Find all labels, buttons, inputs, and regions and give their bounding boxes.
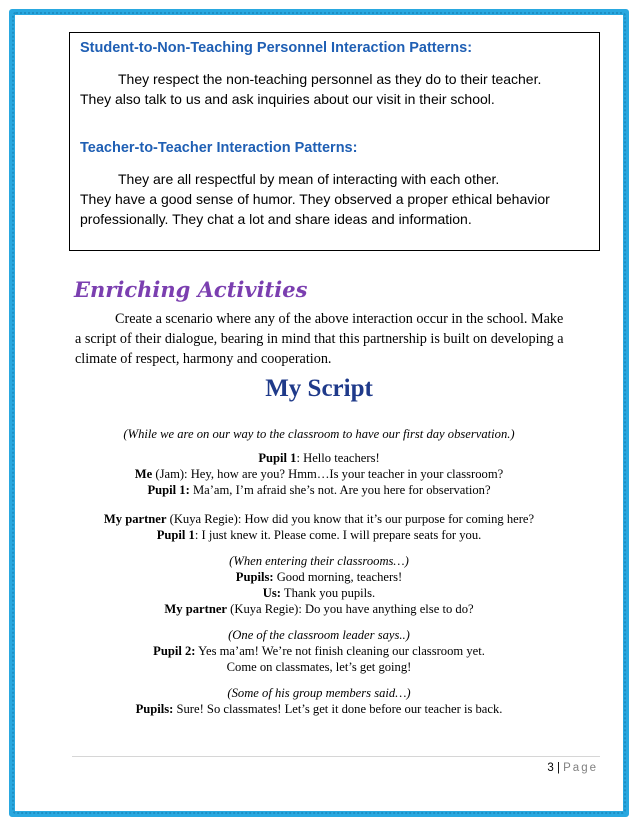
script-line: Us: Thank you pupils. (262, 586, 376, 600)
script-line: Pupil 2: Yes ma’am! We’re not finish cleaning our classroom yet. (153, 644, 485, 658)
script-direction-2: (When entering their classrooms…) (229, 554, 409, 568)
para-non-teaching-1: They respect the non-teaching personnel as they do to their teacher. (118, 71, 542, 87)
script-direction-3: (One of the classroom leader says..) (228, 628, 410, 642)
interaction-patterns-box (69, 32, 600, 251)
script-line: Pupils: Good morning, teachers! (235, 570, 403, 584)
script-line: My partner (Kuya Regie): How did you know that it’s our purpose for coming here? (103, 512, 535, 526)
footer-divider (72, 756, 600, 757)
enriching-text-body: Create a scenario where any of the above interaction occur in the school. Make a script of their dialogue, bearing in mind that this partnership is built on developing a climate of respect, harmony and cooperation. (75, 311, 564, 367)
para-teacher-1: They are all respectful by mean of interacting with each other. (118, 171, 500, 187)
script-line: Pupil 1: Hello teachers! (258, 451, 380, 465)
script-line: Me (Jam): Hey, how are you? Hmm…Is your teacher in your classroom? (134, 467, 504, 481)
script-line: Come on classmates, let’s get going! (226, 660, 412, 674)
para-teacher-3: professionally. They chat a lot and share ideas and information. (80, 211, 472, 227)
para-teacher-2: They have a good sense of humor. They observed a proper ethical behavior (80, 191, 550, 207)
script-line: Pupil 1: I just knew it. Please come. I will prepare seats for you. (156, 528, 482, 542)
heading-teacher-teacher: Teacher-to-Teacher Interaction Patterns: (80, 140, 358, 156)
para-non-teaching-2: They also talk to us and ask inquiries about our visit in their school. (80, 91, 495, 107)
script-line: Pupil 1: Ma’am, I’m afraid she’s not. Are you here for observation? (147, 483, 491, 497)
enriching-activities-text (75, 309, 573, 369)
enriching-activities-heading: Enriching Activities (74, 277, 308, 302)
script-direction-4: (Some of his group members said…) (227, 686, 411, 700)
script-direction-1: (While we are on our way to the classroom to have our first day observation.) (123, 427, 515, 441)
script-title: My Script (265, 375, 373, 402)
heading-non-teaching: Student-to-Non-Teaching Personnel Interaction Patterns: (80, 40, 473, 56)
page-number: 3 | Page (547, 762, 598, 774)
script-line: My partner (Kuya Regie): Do you have anything else to do? (164, 602, 474, 616)
script-line: Pupils: Sure! So classmates! Let’s get it done before our teacher is back. (135, 702, 503, 716)
